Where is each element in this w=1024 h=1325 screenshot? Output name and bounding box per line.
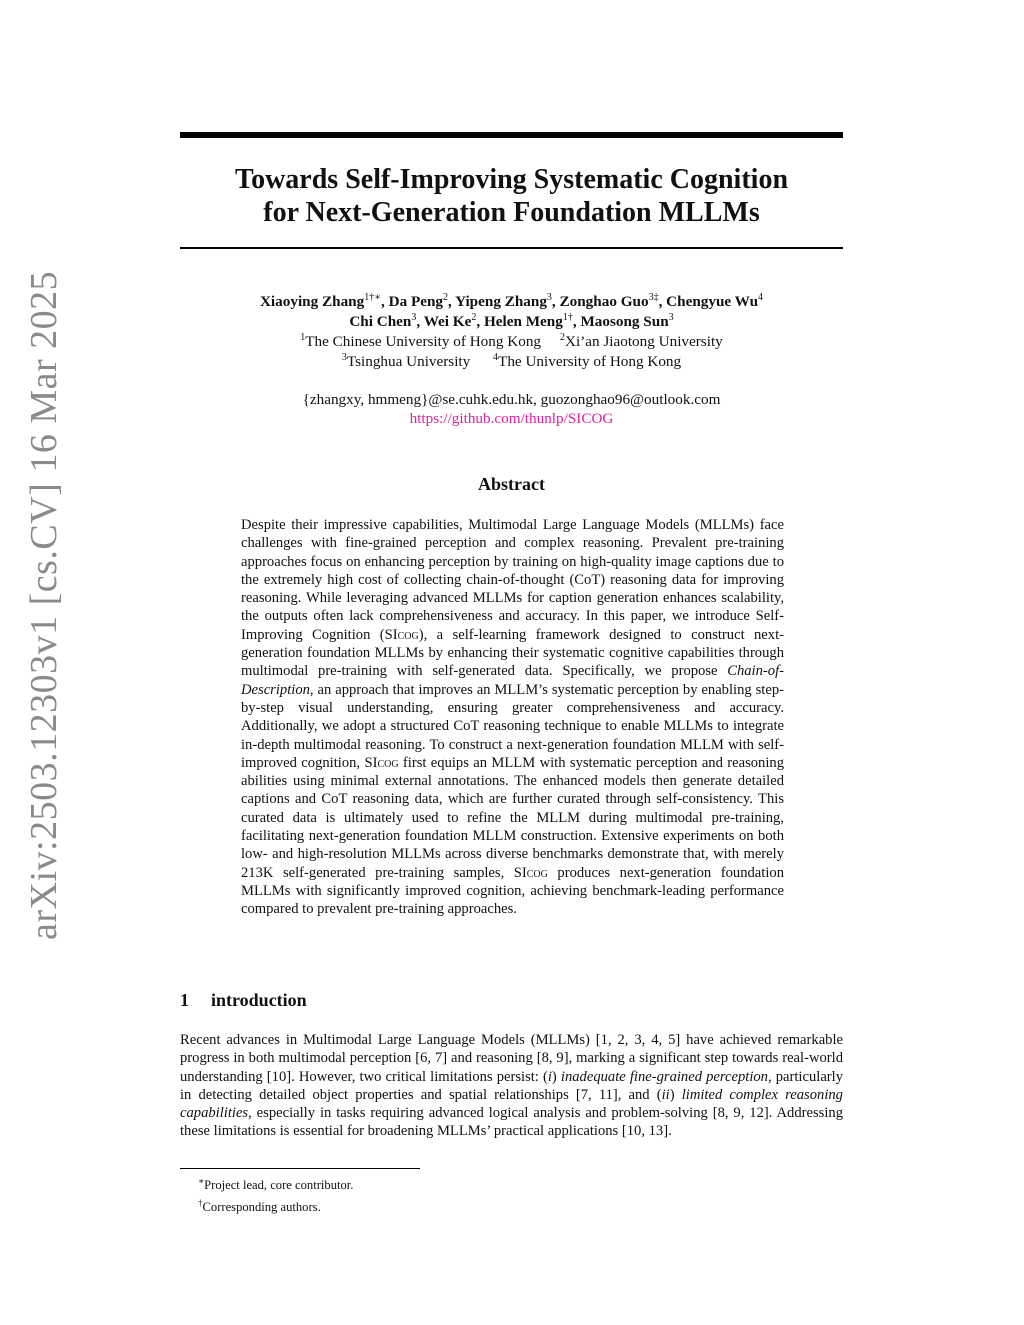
abstract-part-4: first equips an MLLM with systematic perception and reasoning abilities using minimal external annotations. The enhanced models then generate detailed captions and CoT reasoning data, which are further curated through self-consistency. This curated data is ultimately used to refine the MLLM during multimodal pre-training, facilitating next-generation foundation MLLM construction. Extensive experiments on both low- and high-resolution MLLMs across diverse benchmarks demonstrate that, with merely 213K self-generated pre-training samples, — [241, 754, 784, 881]
sicog-name — [514, 865, 548, 881]
sicog-name-smallcaps: cog — [526, 864, 548, 881]
contact-block — [180, 390, 843, 428]
title-line-1: Towards Self-Improving Systematic Cognition — [234, 164, 789, 195]
github-link[interactable]: https://github.com/thunlp/SICOG — [409, 410, 614, 427]
author-name: Maosong Sun — [580, 313, 669, 330]
author-name: Yipeng Zhang — [455, 293, 547, 310]
sicog-name-caps: SI — [513, 864, 527, 881]
title-rule-bottom — [180, 247, 843, 249]
author-block — [180, 292, 843, 372]
author-separator: , — [658, 293, 667, 310]
section-heading — [180, 990, 307, 1011]
intro-text: ) — [669, 1086, 682, 1103]
affiliation-line-2 — [180, 352, 843, 372]
footnotes — [198, 1172, 353, 1216]
sicog-name-smallcaps: cog — [377, 754, 399, 771]
footnote-text: Corresponding authors. — [202, 1200, 321, 1215]
intro-text: ) — [551, 1068, 561, 1085]
author-sup: 3‡ — [648, 291, 659, 303]
intro-roman-numeral: ii — [661, 1086, 670, 1103]
paper-title — [180, 163, 843, 229]
intro-text: , especially in tasks requiring advanced logical analysis and problem-solving [8, 9, 12]. Addressing these limitations is essential for broadening MLLMs’ practical applications [10, 13]. — [180, 1105, 843, 1140]
sicog-name — [385, 627, 419, 643]
footnote — [198, 1194, 353, 1216]
author-sup: 3 — [411, 311, 417, 323]
affiliation: The Chinese University of Hong Kong — [305, 333, 542, 350]
sicog-name — [364, 755, 398, 771]
abstract-part-1: Despite their impressive capabilities, Multimodal Large Language Models (MLLMs) face challenges with fine-grained perception and complex reasoning. Prevalent pre-training approaches focus on enhancing perception by training on high-quality image captions due to the extremely high cost of collecting chain-of-thought (CoT) reasoning data for improving reasoning. While leveraging advanced MLLMs for caption generation enhances scalability, the outputs often lack comprehensiveness and accuracy. In this paper, we introduce Self-Improving Cognition ( — [241, 517, 784, 643]
intro-emphasis: limited complex reasoning capabilities — [180, 1086, 843, 1122]
affiliation-sup: 2 — [560, 331, 565, 343]
intro-text: Recent advances in Multimodal Large Language Models (MLLMs) [1, 2, 3, 4, 5] have achieved remarkable progress in both multimodal perception [6, 7] and reasoning [8, 9], marking a significant step towards real-world understanding [10]. However, two critical limitations persist: ( — [180, 1032, 843, 1085]
author-separator: , — [381, 293, 389, 310]
affiliation: The University of Hong Kong — [498, 353, 682, 370]
intro-text: , particularly in detecting detailed object properties and spatial relationships [7, 11], and ( — [180, 1068, 844, 1103]
author-line-2 — [180, 312, 843, 332]
affiliation-sup: 3 — [341, 351, 347, 363]
author-separator: , — [551, 293, 560, 310]
author-name: Zonghao Guo — [559, 293, 649, 310]
title-rule-top — [180, 132, 843, 138]
author-separator: , — [572, 313, 581, 330]
author-sup: 2 — [443, 291, 449, 303]
author-name: Xiaoying Zhang — [259, 293, 365, 310]
author-line-1 — [180, 292, 843, 312]
author-separator: , — [416, 313, 424, 330]
abstract-part-3: , an approach that improves an MLLM’s systematic perception by enabling step-by-step visual understanding, ensuring greater comprehensiveness and accuracy. Additionally, we adopt a structured CoT reasoning technique to enable MLLMs to integrate in-depth multimodal reasoning. To construct a next-generation foundation MLLM with self-improved cognition, — [241, 681, 784, 771]
author-name: Chi Chen — [349, 313, 412, 330]
title-line-2: for Next-Generation Foundation MLLMs — [263, 197, 760, 228]
sicog-name-caps: SI — [384, 626, 398, 643]
footnote-rule — [180, 1168, 420, 1169]
intro-roman-numeral: i — [547, 1068, 552, 1085]
introduction-paragraph — [180, 1031, 843, 1141]
author-name: Helen Meng — [483, 313, 563, 330]
affiliation-line-1 — [180, 332, 843, 352]
author-sup: 1† — [562, 311, 573, 323]
sicog-name-smallcaps: cog — [397, 626, 419, 643]
footnote — [198, 1172, 353, 1194]
abstract-part-2: ), a self-learning framework designed to construct next-generation foundation MLLMs by enhancing their systematic cognitive capabilities through multimodal pre-training with self-generated data. Specifically, we propose — [241, 626, 784, 680]
author-separator: , — [448, 293, 456, 310]
author-sup: 2 — [471, 311, 477, 323]
author-name: Da Peng — [388, 293, 444, 310]
author-separator: , — [476, 313, 484, 330]
section-number: 1 — [180, 990, 189, 1010]
arxiv-watermark: arXiv:2503.12303v1 [cs.CV] 16 Mar 2025 — [23, 270, 65, 940]
email-addresses: {zhangxy, hmmeng}@se.cuhk.edu.hk, guozonghao96@outlook.com — [302, 391, 721, 408]
author-sup: 4 — [758, 291, 764, 303]
section-title: introduction — [211, 990, 307, 1010]
abstract-part-5: produces next-generation foundation MLLMs with significantly improved cognition, achieving benchmark-leading performance compared to prevalent pre-training approaches. — [241, 864, 784, 918]
author-sup: 1†∗ — [364, 291, 382, 303]
footnote-mark: † — [198, 1198, 203, 1209]
footnote-mark: ∗ — [198, 1176, 205, 1186]
abstract-text — [241, 516, 784, 919]
affiliation: Xi’an Jiaotong University — [565, 333, 723, 350]
affiliation: Tsinghua University — [346, 353, 471, 370]
author-sup: 3 — [546, 291, 552, 303]
intro-emphasis: inadequate fine-grained perception — [560, 1068, 768, 1085]
chain-of-description-term: Chain-of-Description — [241, 663, 784, 698]
affiliation-sup: 4 — [493, 351, 499, 363]
author-name: Wei Ke — [423, 313, 472, 330]
affiliation-sup: 1 — [300, 331, 306, 343]
footnote-text: Project lead, core contributor. — [204, 1178, 354, 1193]
abstract-heading: Abstract — [478, 474, 545, 494]
author-sup: 3 — [668, 311, 674, 323]
author-name: Chengyue Wu — [666, 293, 759, 310]
sicog-name-caps: SI — [364, 754, 378, 771]
